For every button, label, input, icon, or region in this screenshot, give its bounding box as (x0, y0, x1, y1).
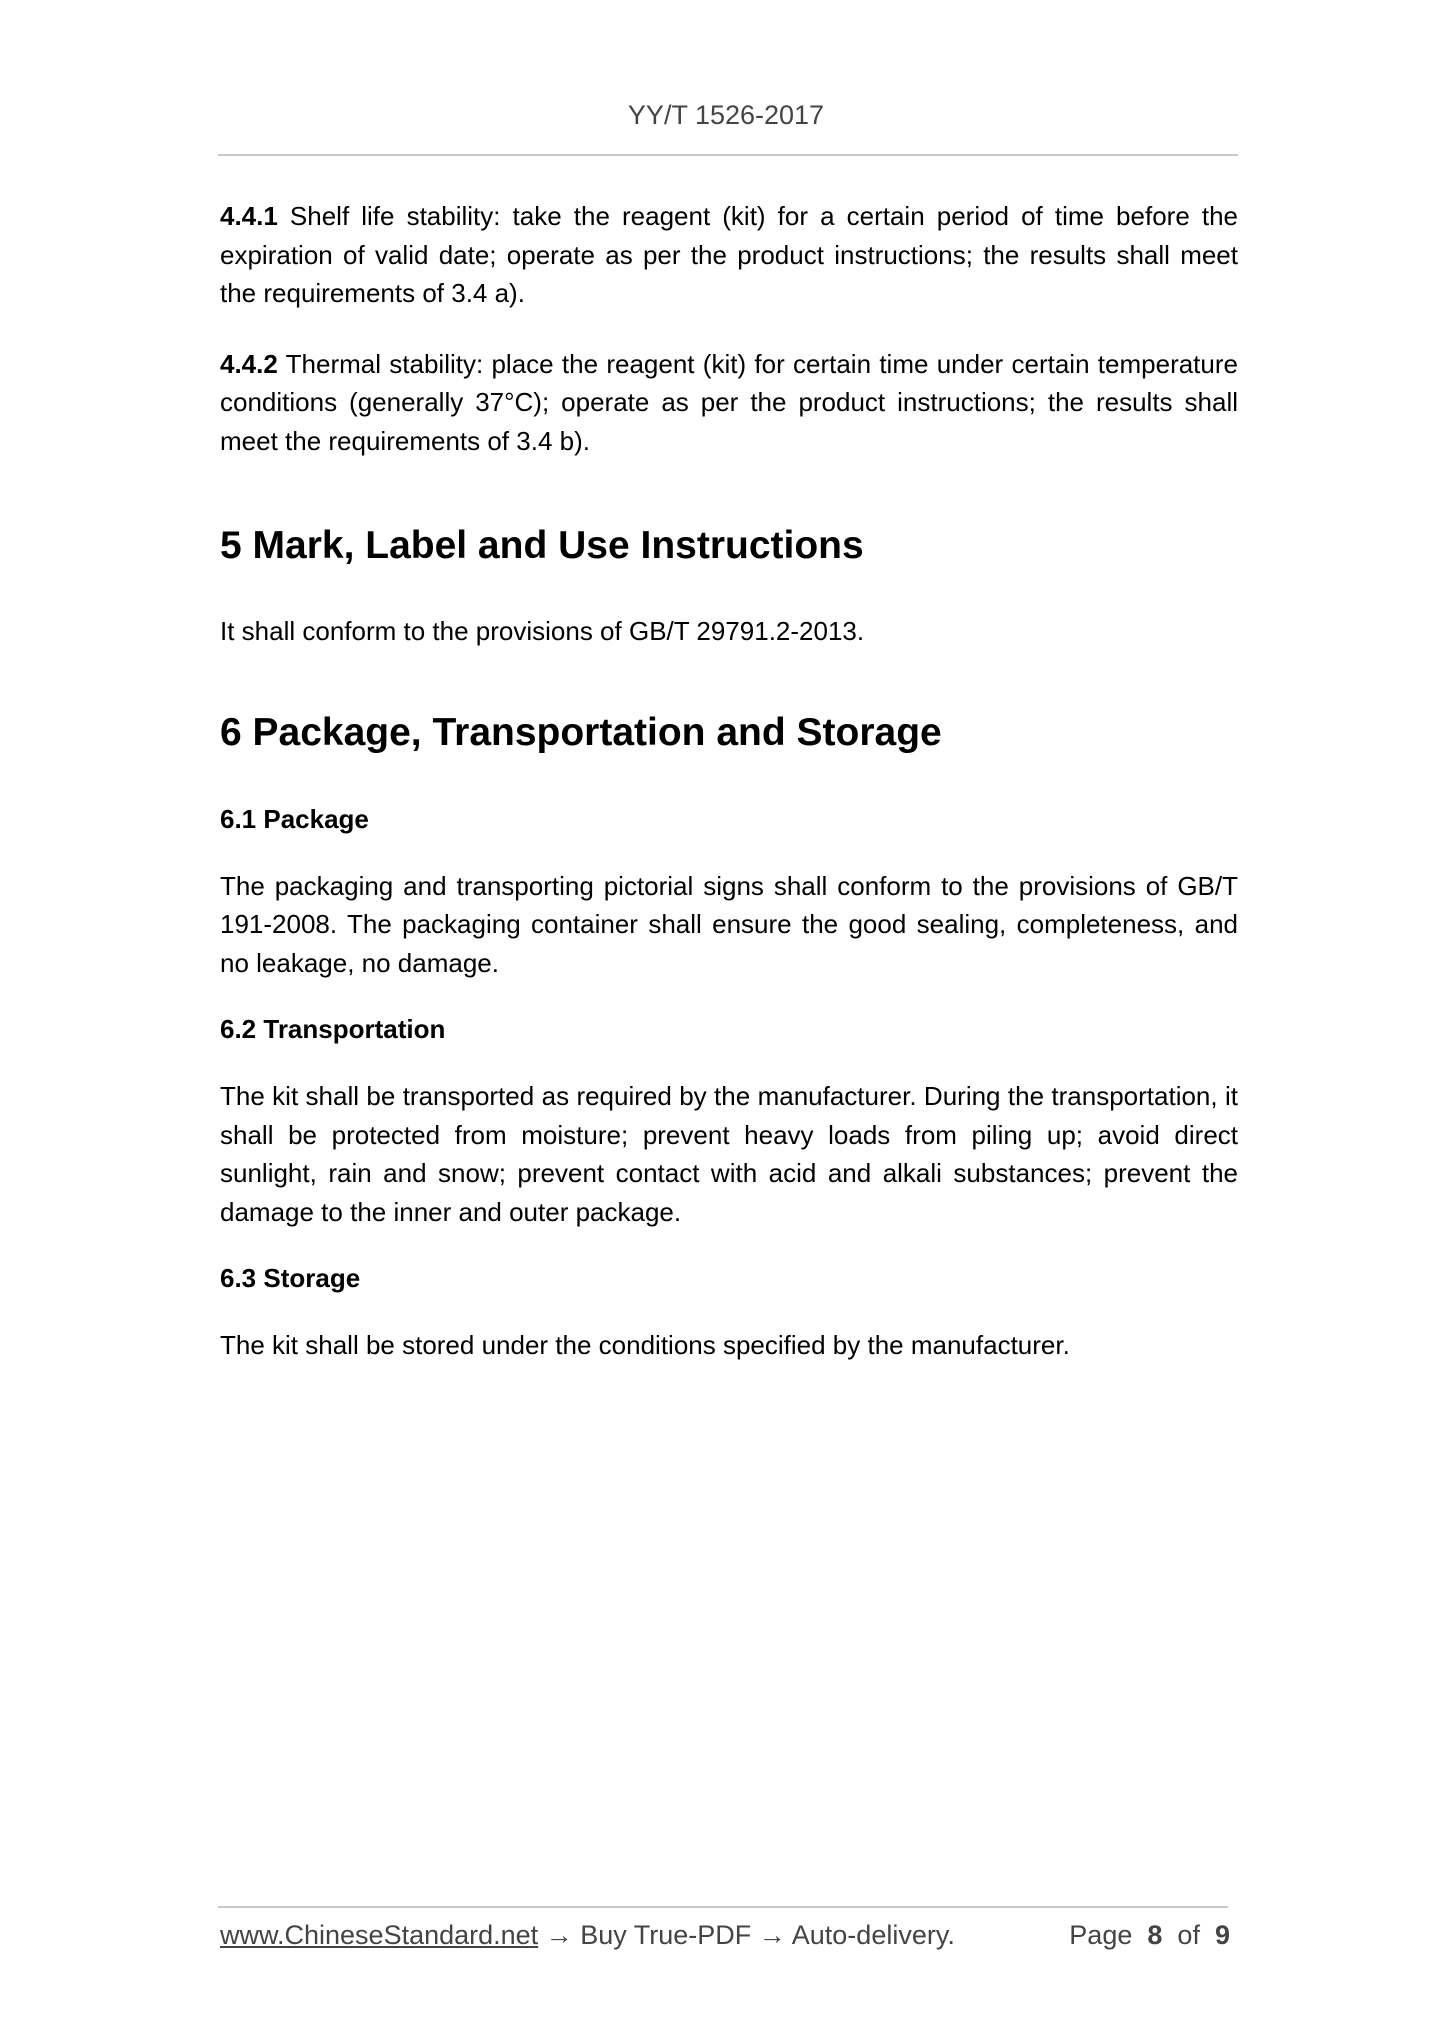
site-link[interactable]: www.ChineseStandard.net (220, 1920, 539, 1950)
page-content (220, 197, 1238, 1365)
page-number (1069, 1920, 1230, 1951)
footer-divider (218, 1906, 1228, 1908)
arrow-icon: → (538, 1920, 581, 1950)
subsection-6-2-text: The kit shall be transported as required by the manufacturer. During the transportation, it shall be protected from moisture; prevent heavy loads from piling up; avoid direct sunlight, rain and snow; prevent contact with acid and alkali substances; prevent the damage to the inner and outer package. (220, 1081, 1238, 1227)
subsection-heading-6-3: 6.3 Storage (220, 1263, 361, 1293)
clause-number: 4.4.2 (220, 348, 278, 379)
buy-text: Buy True-PDF (580, 1920, 752, 1950)
of-label: of (1177, 1920, 1200, 1950)
arrow-icon: → (751, 1920, 792, 1950)
subsection-heading-6-1: 6.1 Package (220, 803, 369, 834)
clause-4-4-2 (220, 345, 1238, 461)
clause-text: Thermal stability: place the reagent (kit) for certain time under certain temperature conditions (generally 37°C); operate as per the product instructions; the results shall meet the requirements of 3.4 b). (220, 348, 1238, 456)
clause-text: Shelf life stability: take the reagent (kit) for a certain period of time before the expiration of valid date; operate as per the product instructions; the results shall meet the requirements of 3.4 a). (220, 201, 1238, 308)
total-pages: 9 (1214, 1920, 1230, 1950)
page-header: YY/T 1526-2017 (627, 100, 825, 130)
section-5-text: It shall conform to the provisions of GB/T 29791.2-2013. (220, 616, 865, 646)
page-footer (220, 1920, 1230, 1960)
current-page: 8 (1147, 1920, 1163, 1950)
clause-4-4-1 (220, 197, 1238, 313)
delivery-text: Auto-delivery. (791, 1920, 955, 1950)
clause-number: 4.4.1 (220, 201, 278, 231)
section-heading-5: 5 Mark, Label and Use Instructions (220, 524, 864, 567)
subsection-heading-6-2: 6.2 Transportation (220, 1014, 446, 1044)
footer-promo (220, 1920, 955, 1951)
section-heading-6: 6 Package, Transportation and Storage (220, 710, 942, 754)
subsection-6-3-text: The kit shall be stored under the conditions specified by the manufacturer. (220, 1330, 1070, 1360)
subsection-6-1-text: The packaging and transporting pictorial signs shall conform to the provisions of GB/T 191-2008. The packaging container shall ensure the good sealing, completeness, and no leakage, no damage. (220, 870, 1238, 978)
header-divider (218, 154, 1238, 156)
page-label: Page (1069, 1920, 1133, 1950)
